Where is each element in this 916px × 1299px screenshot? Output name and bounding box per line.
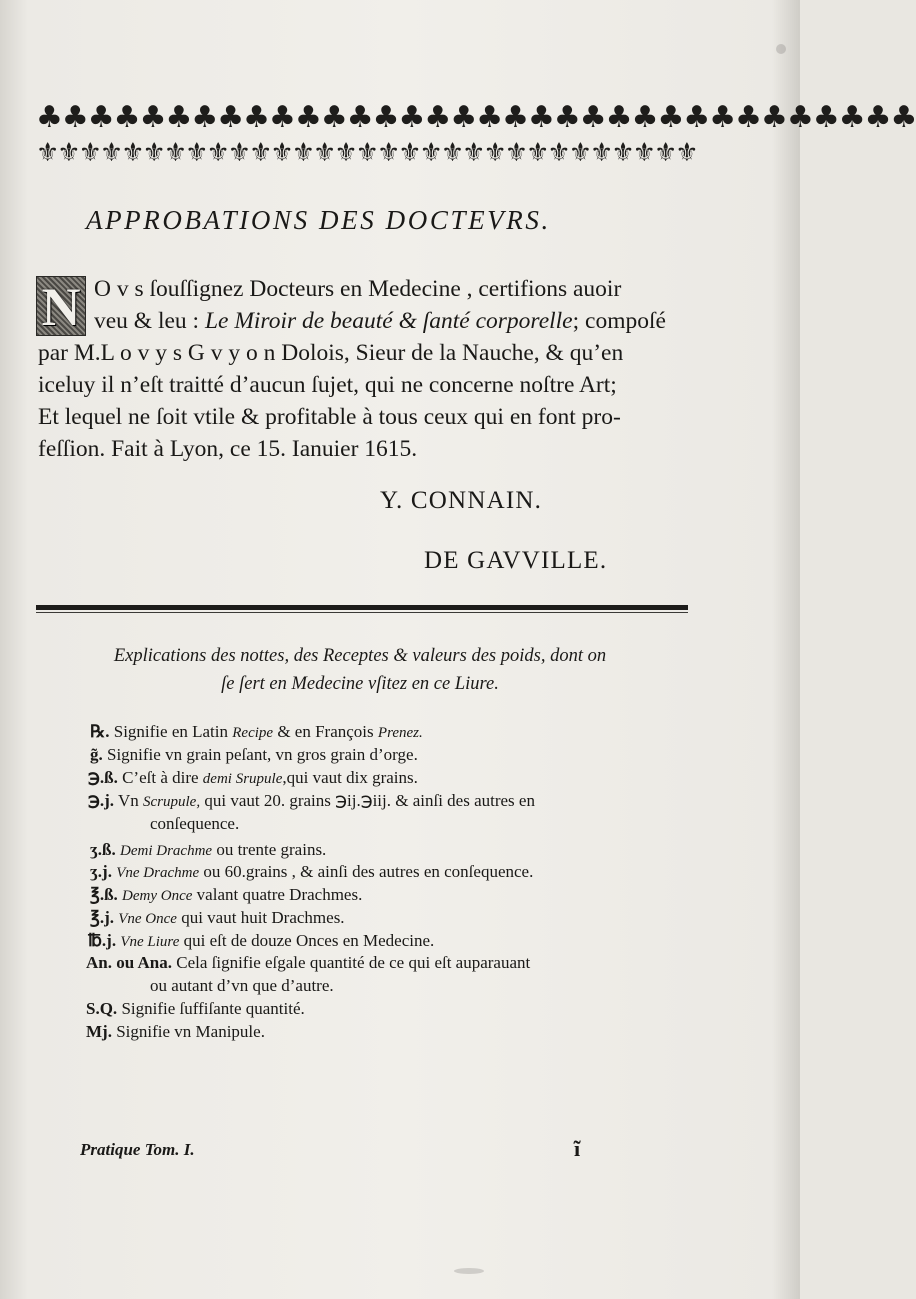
list-item-demi-scrupule: ℈.ß. C’eſt à dire demi Srupule,qui vaut dix grains. bbox=[88, 768, 418, 787]
signature-connain: Y. CONNAIN. bbox=[380, 487, 543, 514]
list-item-manipule: Mj. Signifie vn Manipule. bbox=[86, 1022, 265, 1041]
list-item-drachme: ʒ.j. Vne Drachme ou 60.grains , & ainſi des autres en conſequence. bbox=[90, 862, 534, 881]
approbation-line-6: feſſion. Fait à Lyon, ce 15. Ianuier 1615. bbox=[38, 436, 418, 462]
list-item-demi-once: ℥.ß. Demy Once valant quatre Drachmes. bbox=[90, 885, 363, 904]
explanations-heading-1: Explications des nottes, des Receptes & valeurs des poids, dont on bbox=[113, 646, 607, 666]
approbation-line-5: Et lequel ne ſoit vtile & profitable à tous ceux qui en font pro- bbox=[38, 404, 621, 430]
signature-gauville: DE GAVVILLE. bbox=[424, 547, 608, 574]
list-item-scrupule-cont: conſequence. bbox=[150, 814, 240, 833]
explanations-heading-2: ſe ſert en Medecine vſitez en ce Liure. bbox=[221, 674, 499, 694]
fleuron-border-top: ♣♣♣♣♣♣♣♣♣♣♣♣♣♣♣♣♣♣♣♣♣♣♣♣♣♣♣♣♣♣♣♣♣♣ bbox=[36, 100, 916, 135]
approbation-line-2: veu & leu : Le Miroir de beauté & ſanté corporelle; compoſé bbox=[94, 308, 666, 334]
ink-spot bbox=[454, 1268, 484, 1274]
list-item-recipe: ℞. Signifie en Latin Recipe & en François Prenez. bbox=[90, 722, 423, 741]
decorated-initial: N bbox=[36, 276, 86, 336]
approbation-line-3: par M.L o v y s G v y o n Dolois, Sieur de la Nauche, & qu’en bbox=[38, 340, 624, 366]
list-item-ana: An. ou Ana. Cela ſignifie eſgale quantité de ce qui eſt auparauant bbox=[86, 953, 531, 972]
running-footer: Pratique Tom. I. bbox=[80, 1140, 195, 1159]
list-item-ana-cont: ou autant d’vn que d’autre. bbox=[150, 976, 334, 995]
list-item-sq: S.Q. Signifie ſuffiſante quantité. bbox=[86, 999, 305, 1018]
double-rule-thin bbox=[36, 612, 688, 613]
signature-mark: ĩ bbox=[574, 1136, 581, 1161]
list-item-demi-drachme: ʒ.ß. Demi Drachme ou trente grains. bbox=[90, 840, 327, 859]
double-rule-thick bbox=[36, 605, 688, 610]
approbation-line-1: O v s ſouſſignez Docteurs en Medecine , certifions auoir bbox=[94, 276, 622, 302]
fleuron-border-bottom: ⚜⚜⚜⚜⚜⚜⚜⚜⚜⚜⚜⚜⚜⚜⚜⚜⚜⚜⚜⚜⚜⚜⚜⚜⚜⚜⚜⚜⚜⚜⚜ bbox=[36, 138, 697, 168]
list-item-scrupule: ℈.j. Vn Scrupule, qui vaut 20. grains ℈ij.℈iij. & ainſi des autres en bbox=[88, 791, 535, 810]
page-title: APPROBATIONS DES DOCTEVRS. bbox=[86, 205, 551, 235]
ink-spot bbox=[776, 44, 786, 54]
list-item-once: ℥.j. Vne Once qui vaut huit Drachmes. bbox=[90, 908, 345, 927]
list-item-grain: g̃. Signifie vn grain peſant, vn gros grain d’orge. bbox=[90, 745, 418, 764]
approbation-line-4: iceluy il n’eſt traitté d’aucun ſujet, qui ne concerne noſtre Art; bbox=[38, 372, 617, 398]
list-item-liure: ℔.j. Vne Liure qui eſt de douze Onces en Medecine. bbox=[88, 931, 435, 950]
